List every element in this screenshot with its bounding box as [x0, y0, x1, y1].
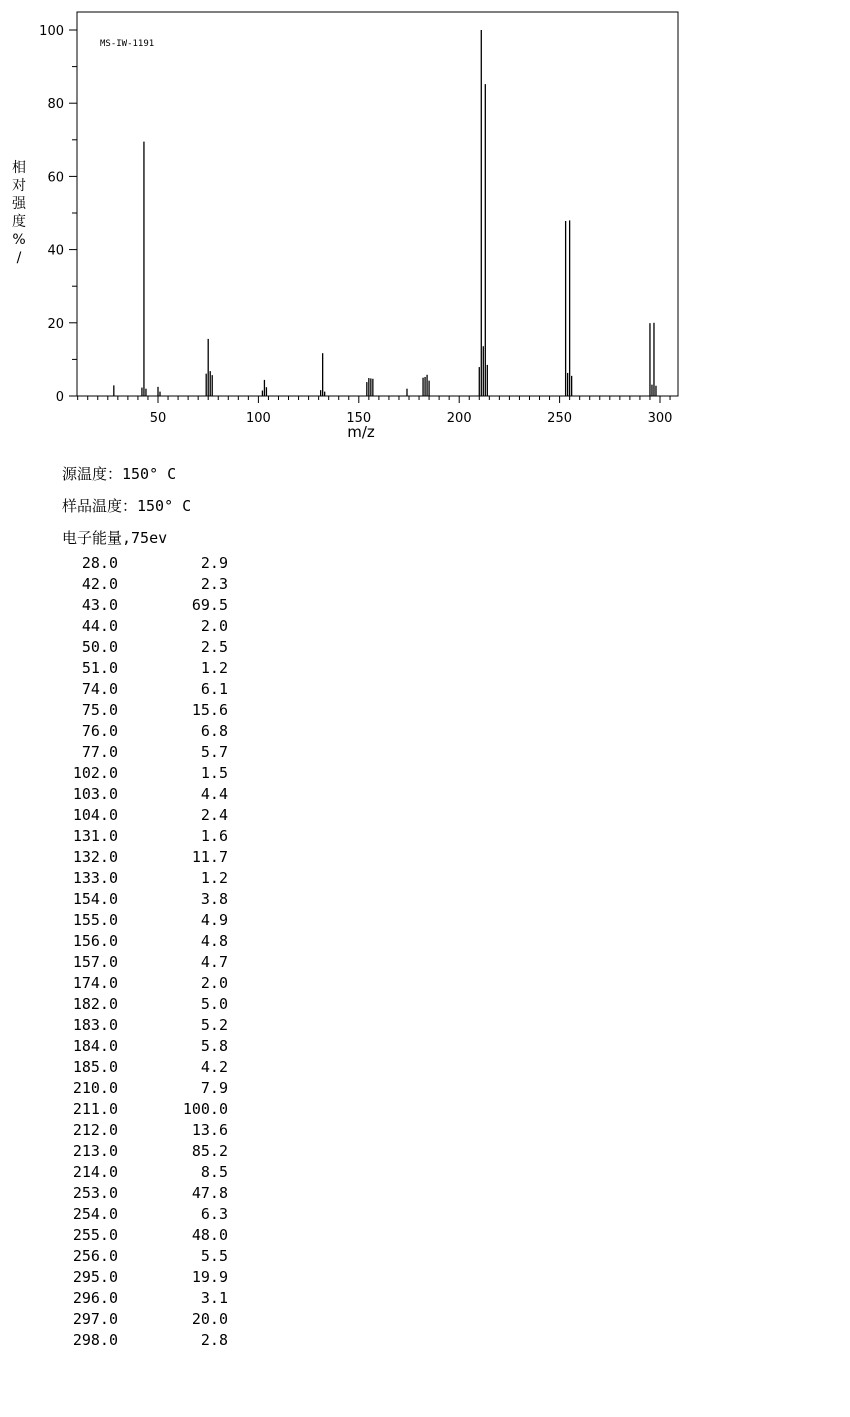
peak-intensity-value: 6.1 — [200, 680, 228, 698]
peak-intensity-value: 15.6 — [191, 701, 228, 719]
table-row — [62, 1099, 228, 1120]
peak-intensity-value: 2.0 — [200, 974, 228, 992]
table-row — [62, 1183, 228, 1204]
peak-intensity-value: 1.6 — [200, 827, 228, 845]
y-axis-label-char: 相 — [12, 160, 26, 176]
y-axis-label-char: 度 — [12, 214, 26, 230]
peak-mz-value: 157.0 — [72, 953, 118, 971]
peak-mz-value: 184.0 — [72, 1037, 118, 1055]
table-row — [62, 889, 228, 910]
source-temperature: 源温度：150° C — [62, 465, 177, 483]
x-tick-label: 100 — [245, 411, 271, 426]
y-tick-label: 100 — [39, 24, 64, 39]
table-row — [62, 700, 228, 721]
peak-mz-value: 28.0 — [81, 554, 118, 572]
table-row — [62, 763, 228, 784]
peak-intensity-value: 4.8 — [200, 932, 228, 950]
peak-intensity-value: 1.5 — [200, 764, 228, 782]
electron-energy: 电子能量,75ev — [62, 529, 168, 547]
peak-intensity-value: 2.9 — [200, 554, 228, 572]
peak-mz-value: 214.0 — [72, 1163, 118, 1181]
peak-intensity-value: 5.5 — [200, 1247, 228, 1265]
peak-intensity-value: 69.5 — [191, 596, 228, 614]
y-tick-label: 80 — [47, 97, 64, 113]
peak-mz-value: 132.0 — [72, 848, 118, 866]
table-row — [62, 805, 228, 826]
table-row — [62, 952, 228, 973]
peak-mz-value: 256.0 — [72, 1247, 118, 1265]
peak-mz-value: 51.0 — [81, 659, 118, 677]
y-axis — [39, 24, 77, 405]
y-axis-label-char: 对 — [12, 178, 26, 194]
peak-intensity-value: 2.4 — [200, 806, 228, 824]
table-row — [62, 595, 228, 616]
table-row — [62, 553, 228, 574]
table-row — [62, 637, 228, 658]
x-tick-label: 200 — [446, 411, 472, 426]
table-row — [62, 1162, 228, 1183]
peak-intensity-value: 11.7 — [191, 848, 228, 866]
peak-mz-value: 75.0 — [81, 701, 118, 719]
peak-mz-value: 103.0 — [72, 785, 118, 803]
peak-intensity-value: 20.0 — [191, 1310, 228, 1328]
peak-mz-value: 74.0 — [81, 680, 118, 698]
table-row — [62, 1120, 228, 1141]
table-row — [62, 616, 228, 637]
x-tick-label: 50 — [149, 411, 167, 426]
plot-frame — [77, 12, 678, 396]
peak-intensity-value: 5.2 — [200, 1016, 228, 1034]
table-row — [62, 973, 228, 994]
table-row — [62, 1141, 228, 1162]
x-tick-label: 150 — [346, 411, 372, 426]
peak-intensity-value: 19.9 — [191, 1268, 228, 1286]
peak-intensity-value: 2.0 — [200, 617, 228, 635]
peak-mz-value: 154.0 — [72, 890, 118, 908]
table-row — [62, 1288, 228, 1309]
table-row — [62, 721, 228, 742]
peak-intensity-value: 7.9 — [200, 1079, 228, 1097]
peak-intensity-value: 4.4 — [200, 785, 228, 803]
peak-mz-value: 104.0 — [72, 806, 118, 824]
peak-mz-value: 42.0 — [81, 575, 118, 593]
table-row — [62, 1267, 228, 1288]
x-axis-title: m/z — [347, 423, 375, 441]
peak-intensity-value: 2.5 — [200, 638, 228, 656]
peak-intensity-value: 100.0 — [182, 1100, 228, 1118]
y-tick-label: 0 — [55, 390, 64, 405]
peak-mz-value: 183.0 — [72, 1016, 118, 1034]
chart-id-label: MS-IW-1191 — [100, 39, 155, 49]
peak-intensity-value: 5.8 — [200, 1037, 228, 1055]
table-row — [62, 1225, 228, 1246]
y-tick-label: 40 — [47, 243, 64, 259]
table-row — [62, 1246, 228, 1267]
peak-intensity-value: 6.8 — [200, 722, 228, 740]
table-row — [62, 847, 228, 868]
peak-mz-value: 156.0 — [72, 932, 118, 950]
table-row — [62, 784, 228, 805]
peak-intensity-value: 3.8 — [200, 890, 228, 908]
peak-mz-value: 298.0 — [72, 1331, 118, 1349]
table-row — [62, 1309, 228, 1330]
peak-mz-value: 50.0 — [81, 638, 118, 656]
table-row — [62, 574, 228, 595]
table-row — [62, 910, 228, 931]
y-tick-label: 60 — [47, 170, 64, 186]
table-row — [62, 931, 228, 952]
peak-intensity-value: 48.0 — [191, 1226, 228, 1244]
table-row — [62, 679, 228, 700]
y-axis-label-char: / — [16, 250, 22, 266]
peak-intensity-value: 5.0 — [200, 995, 228, 1013]
peak-mz-value: 211.0 — [72, 1100, 118, 1118]
peak-intensity-value: 2.3 — [200, 575, 228, 593]
table-row — [62, 868, 228, 889]
x-axis — [78, 396, 673, 426]
x-tick-label: 250 — [547, 411, 573, 426]
peak-intensity-value: 47.8 — [191, 1184, 228, 1202]
peak-intensity-value: 5.7 — [200, 743, 228, 761]
table-row — [62, 1330, 228, 1351]
peak-mz-value: 133.0 — [72, 869, 118, 887]
table-row — [62, 1057, 228, 1078]
peak-mz-value: 43.0 — [81, 596, 118, 614]
peak-mz-value: 182.0 — [72, 995, 118, 1013]
peak-mz-value: 295.0 — [72, 1268, 118, 1286]
peak-intensity-value: 1.2 — [200, 869, 228, 887]
y-axis-label-char: % — [12, 232, 26, 248]
peak-intensity-value: 6.3 — [200, 1205, 228, 1223]
peak-intensity-value: 85.2 — [191, 1142, 228, 1160]
peak-mz-value: 210.0 — [72, 1079, 118, 1097]
table-row — [62, 1036, 228, 1057]
y-axis-label — [12, 159, 27, 266]
peak-intensity-value: 3.1 — [200, 1289, 228, 1307]
peak-mz-value: 102.0 — [72, 764, 118, 782]
peak-mz-value: 76.0 — [81, 722, 118, 740]
peak-intensity-value: 2.8 — [200, 1331, 228, 1349]
table-row — [62, 826, 228, 847]
table-row — [62, 742, 228, 763]
peak-series — [114, 30, 656, 396]
table-row — [62, 1078, 228, 1099]
y-tick-label: 20 — [47, 316, 64, 332]
peak-mz-value: 131.0 — [72, 827, 118, 845]
x-tick-label: 300 — [647, 411, 673, 426]
table-row — [62, 994, 228, 1015]
peak-mz-value: 296.0 — [72, 1289, 118, 1307]
peak-mz-value: 297.0 — [72, 1310, 118, 1328]
peak-mz-value: 254.0 — [72, 1205, 118, 1223]
peak-mz-value: 155.0 — [72, 911, 118, 929]
peak-intensity-value: 8.5 — [200, 1163, 228, 1181]
peak-mz-value: 185.0 — [72, 1058, 118, 1076]
table-row — [62, 1204, 228, 1225]
peak-mz-value: 212.0 — [72, 1121, 118, 1139]
peak-intensity-value: 13.6 — [191, 1121, 228, 1139]
peak-mz-value: 213.0 — [72, 1142, 118, 1160]
peak-mz-value: 44.0 — [81, 617, 118, 635]
peak-mz-value: 255.0 — [72, 1226, 118, 1244]
peak-intensity-value: 4.9 — [200, 911, 228, 929]
peak-intensity-value: 1.2 — [200, 659, 228, 677]
sample-temperature: 样品温度：150° C — [62, 497, 192, 515]
peak-table — [62, 553, 228, 1351]
mass-spectrum-chart — [0, 0, 700, 450]
table-row — [62, 658, 228, 679]
table-row — [62, 1015, 228, 1036]
y-axis-label-char: 强 — [12, 196, 26, 212]
peak-intensity-value: 4.2 — [200, 1058, 228, 1076]
peak-intensity-value: 4.7 — [200, 953, 228, 971]
peak-mz-value: 174.0 — [72, 974, 118, 992]
peak-mz-value: 77.0 — [81, 743, 118, 761]
peak-mz-value: 253.0 — [72, 1184, 118, 1202]
